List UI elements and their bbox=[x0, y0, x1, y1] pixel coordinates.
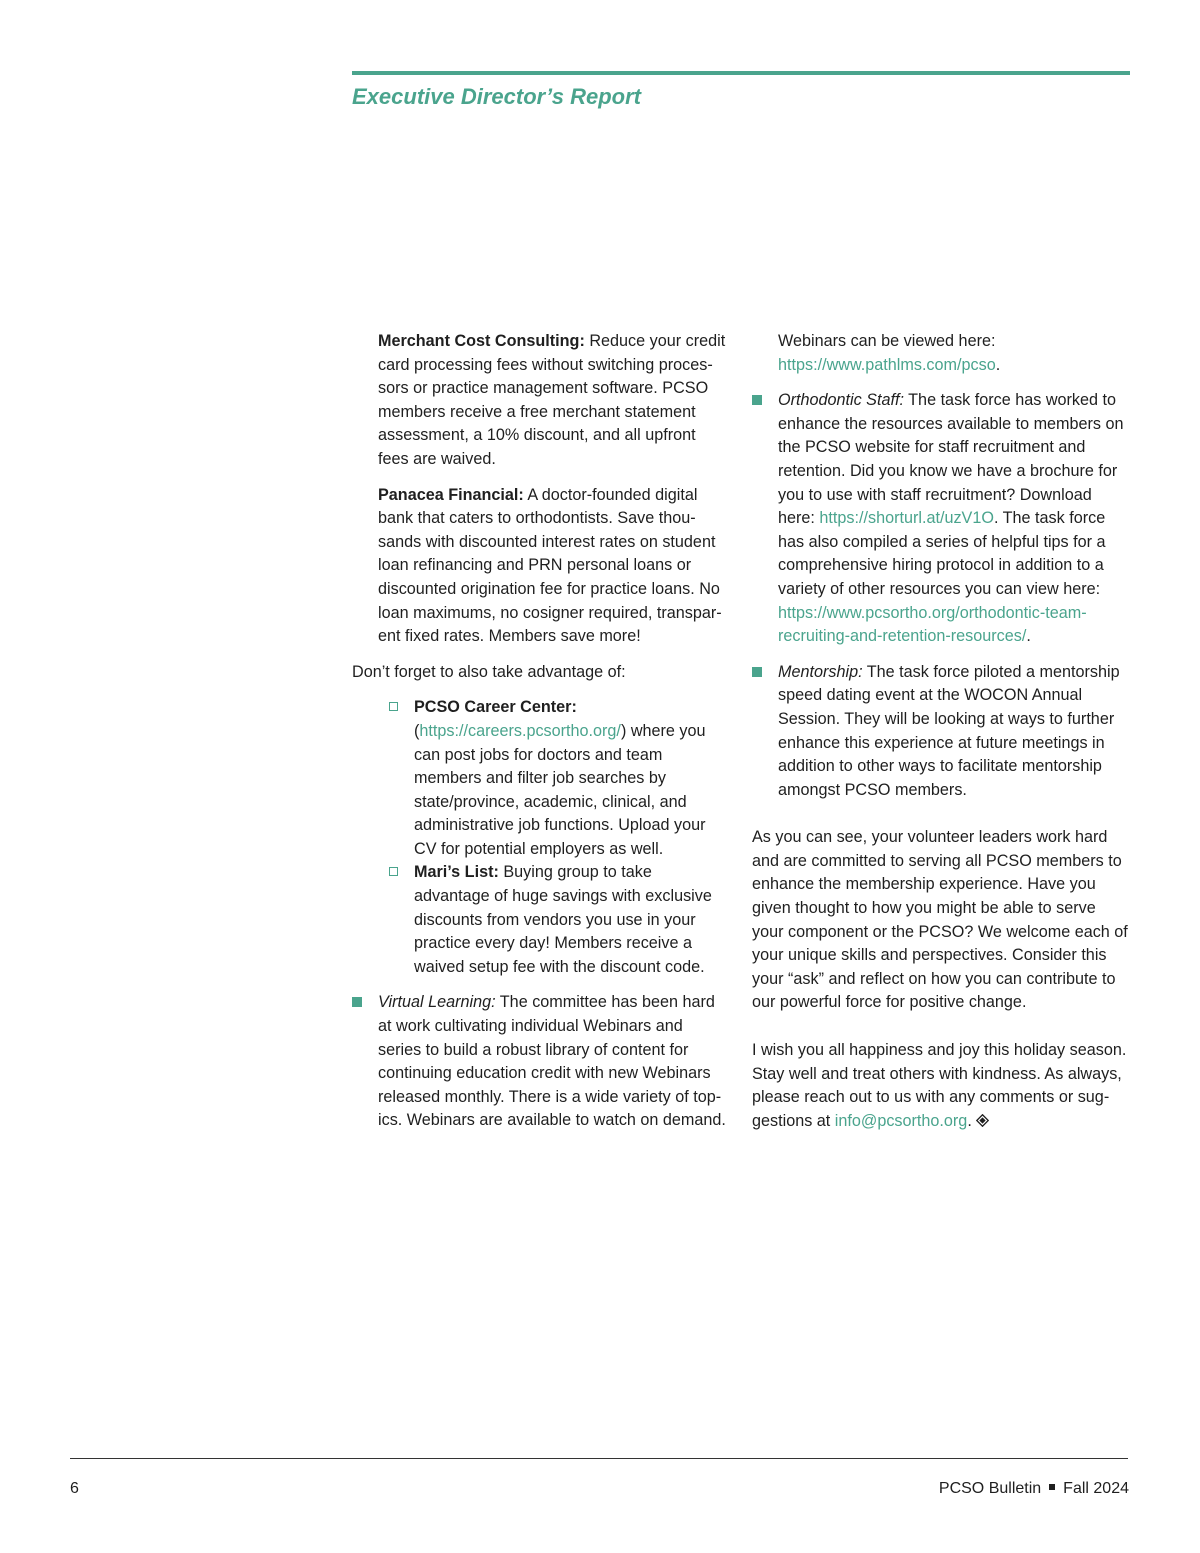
maris-list-text: Buying group to take advantage of huge savings with exclusive discounts from vendors you use in your practice every day! Members receive a waived setup fee with the discount code. bbox=[414, 863, 712, 976]
career-center-paren: ( bbox=[414, 721, 420, 740]
panacea-text: A doctor-founded digital bank that caters to orthodontists. Save thousands with discounted interest rates on student loan refinancing and PRN personal loans or discounted origination fee for practice loans. No loan maximums, no cosigner required, transparent fixed rates. Members save more! bbox=[378, 485, 722, 646]
footer-publication bbox=[939, 1480, 1129, 1498]
mentorship-text: The task force piloted a mentorship speed dating event at the WOCON Annual Session. They will be looking at ways to further enhance this experience at future meetings in addition to other ways to facilitate mentorship amongst PCSO members. bbox=[778, 662, 1120, 799]
closing-paragraph bbox=[752, 1039, 1130, 1133]
brochure-link[interactable]: https://shorturl.at/uzV1O bbox=[819, 509, 994, 528]
maris-list-item bbox=[352, 861, 730, 979]
career-center-text: ) where you can post jobs for doctors and team members and filter job searches by state/province, academic, clinical, and administrative job functions. Upload your CV for potential employers as well. bbox=[414, 721, 706, 858]
ortho-staff-text1: The task force has worked to enhance the resources available to members on the PCSO website for staff recruitment and retention. Did you know we have a brochure for you to use with staff recruitment? Download here: bbox=[778, 391, 1124, 528]
email-link[interactable]: info@pcsortho.org bbox=[834, 1111, 968, 1130]
webinars-view-paragraph bbox=[752, 330, 1130, 377]
section-title: Executive Director’s Report bbox=[352, 84, 641, 109]
page-number: 6 bbox=[70, 1480, 79, 1497]
left-column bbox=[352, 330, 730, 1133]
ortho-staff-label: Orthodontic Staff: bbox=[778, 391, 904, 410]
virtual-learning-label: Virtual Learning: bbox=[378, 993, 496, 1012]
footer-rule bbox=[70, 1458, 1128, 1459]
mentorship-label: Mentorship: bbox=[778, 662, 863, 681]
footer-separator-icon bbox=[1049, 1484, 1055, 1490]
virtual-learning-text: The committee has been hard at work cultivating individual Webinars and series to build a robust library of content for continuing education credit with new Webinars released monthly. There is a wide variety of topics. Webinars are available to watch on demand. bbox=[378, 993, 726, 1130]
diamond-end-icon bbox=[976, 1114, 989, 1127]
mentorship-item bbox=[752, 661, 1130, 803]
closing-end: . bbox=[967, 1111, 977, 1130]
ortho-staff-end: . bbox=[1026, 627, 1031, 646]
dont-forget-text: Don’t forget to also take advantage of: bbox=[352, 662, 626, 681]
merchant-label: Merchant Cost Consulting: bbox=[378, 332, 585, 350]
publication-name: PCSO Bulletin bbox=[938, 1480, 1042, 1497]
merchant-text: Reduce your credit card processing fees without switching processors or practice management software. PCSO members receive a free merchant statement assessment, a 10% discount, and all upfront fees are waived. bbox=[378, 332, 726, 468]
publication-issue: Fall 2024 bbox=[1063, 1480, 1129, 1497]
resources-link[interactable]: https://www.pcsortho.org/orthodontic-team-recruiting-and-retention-resources/ bbox=[778, 603, 1087, 646]
merchant-paragraph bbox=[352, 330, 730, 472]
career-center-item bbox=[352, 696, 730, 861]
open-square-bullet-icon bbox=[389, 702, 398, 711]
top-rule bbox=[352, 71, 1130, 75]
career-center-link[interactable]: https://careers.pcsortho.org/ bbox=[419, 721, 621, 740]
square-bullet-icon bbox=[752, 395, 762, 405]
closing-text: I wish you all happiness and joy this holiday season. Stay well and treat others with kindness. As always, please reach out to us with any comments or suggestions at bbox=[752, 1041, 1127, 1130]
open-square-bullet-icon bbox=[389, 867, 398, 876]
maris-list-label: Mari’s List: bbox=[414, 863, 499, 882]
webinars-view-end: . bbox=[995, 355, 1001, 374]
square-bullet-icon bbox=[352, 997, 362, 1007]
panacea-paragraph bbox=[352, 484, 730, 649]
webinars-link[interactable]: https://www.pathlms.com/pcso bbox=[778, 355, 996, 374]
career-center-label: PCSO Career Center: bbox=[414, 698, 577, 717]
square-bullet-icon bbox=[752, 667, 762, 677]
ortho-staff-text2: . The task force has also compiled a series of helpful tips for a comprehensive hiring protocol in addition to a variety of other resources you can view here: bbox=[778, 509, 1106, 598]
panacea-label: Panacea Financial: bbox=[378, 485, 524, 504]
virtual-learning-item bbox=[352, 991, 730, 1133]
as-you-see-paragraph: As you can see, your volunteer leaders work hard and are committed to serving all PCSO members to enhance the membership experience. Have you given thought to how you might be able to serve your component or the PCSO? We welcome each of your unique skills and perspectives. Consider this your “ask” and reflect on how you can contribute to our powerful force for positive change. bbox=[752, 828, 1128, 1012]
webinars-view-text: Webinars can be viewed here: bbox=[778, 332, 996, 350]
right-column bbox=[752, 330, 1130, 1133]
ortho-staff-item bbox=[752, 389, 1130, 649]
